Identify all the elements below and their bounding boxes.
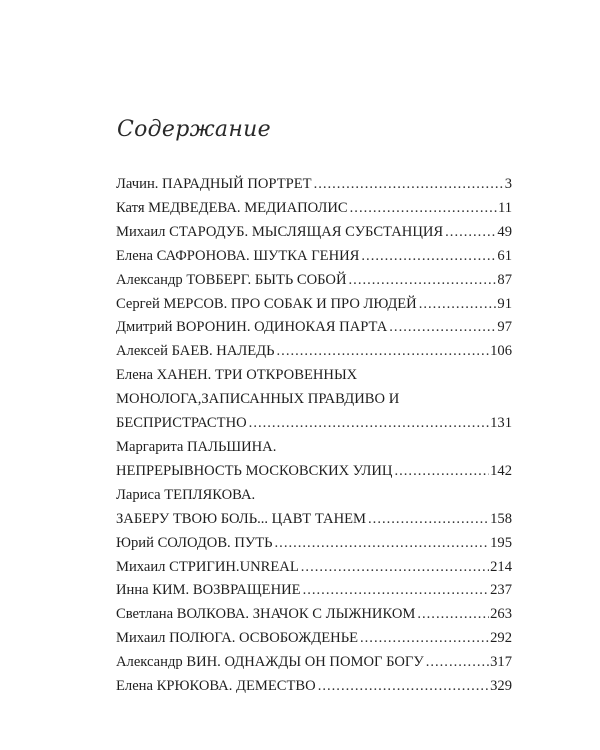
toc-entry-title: Алексей БАЕВ. НАЛЕДЬ — [116, 343, 275, 360]
dot-leader — [445, 221, 496, 245]
toc-entry-title: Елена САФРОНОВА. ШУТКА ГЕНИЯ — [116, 247, 360, 264]
toc-entry-page-number: 263 — [490, 606, 512, 623]
toc-entry-title: Александр ВИН. ОДНАЖДЫ ОН ПОМОГ БОГУ — [116, 654, 424, 671]
toc-entry-page-number: 292 — [490, 630, 512, 647]
toc-entry — [116, 245, 512, 269]
toc-entry — [116, 651, 512, 675]
toc-entry-title-line: Маргарита ПАЛЬШИНА. — [116, 438, 277, 455]
toc-entry-row — [116, 460, 512, 484]
toc-entry — [116, 316, 512, 340]
toc-entry-title: БЕСПРИСТРАСТНО — [116, 415, 247, 432]
toc-entry — [116, 579, 512, 603]
toc-entry-title: НЕПРЕРЫВНОСТЬ МОСКОВСКИХ УЛИЦ — [116, 462, 393, 479]
toc-entry-row — [116, 340, 512, 364]
toc-entry-row — [116, 269, 512, 293]
toc-entry-page-number: 97 — [497, 319, 512, 336]
toc-entry-title: Инна КИМ. ВОЗВРАЩЕНИЕ — [116, 582, 301, 599]
toc-entry — [116, 627, 512, 651]
toc-entry-title: Юрий СОЛОДОВ. ПУТЬ — [116, 534, 273, 551]
dot-leader — [361, 245, 496, 269]
toc-entry-page-number: 329 — [490, 678, 512, 695]
toc-entry-row — [116, 651, 512, 675]
toc-entry-page-number: 61 — [497, 247, 512, 264]
dot-leader — [249, 412, 489, 436]
toc-entry-page-number: 87 — [497, 271, 512, 288]
dot-leader — [275, 532, 490, 556]
toc-entry — [116, 484, 512, 532]
toc-entry — [116, 364, 512, 436]
dot-leader — [368, 508, 489, 532]
toc-entry — [116, 675, 512, 699]
dot-leader — [417, 603, 489, 627]
toc-entry-row — [116, 221, 512, 245]
toc-entry — [116, 197, 512, 221]
toc-entry-title: ЗАБЕРУ ТВОЮ БОЛЬ... ЦАВТ ТАНЕМ — [116, 510, 367, 527]
dot-leader — [394, 460, 489, 484]
toc-entry-page-number: 214 — [490, 558, 512, 575]
toc-entry-row — [116, 293, 512, 317]
toc-entry-page-number: 11 — [497, 199, 512, 216]
toc-entry-title: Катя МЕДВЕДЕВА. МЕДИАПОЛИС — [116, 199, 348, 216]
toc-entry — [116, 556, 512, 580]
toc-entry-page-number: 106 — [490, 343, 512, 360]
toc-entry-page-number: 237 — [490, 582, 512, 599]
toc-entry-title: Елена КРЮКОВА. ДЕМЕСТВО — [116, 678, 316, 695]
toc-entry — [116, 269, 512, 293]
toc-entry-page-number: 3 — [504, 176, 512, 192]
table-of-contents — [116, 173, 512, 699]
toc-entry-title-line: Лариса ТЕПЛЯКОВА. — [116, 486, 256, 503]
toc-entry-page-number: 49 — [497, 223, 512, 240]
toc-entry-page-number: 317 — [490, 654, 512, 671]
dot-leader — [350, 197, 497, 221]
toc-entry-title-line: МОНОЛОГА,ЗАПИСАННЫХ ПРАВДИВО И — [116, 391, 400, 408]
toc-entry-row — [116, 245, 512, 269]
dot-leader — [277, 340, 490, 364]
toc-entry-row — [116, 173, 512, 197]
dot-leader — [349, 269, 497, 293]
toc-entry-title: Сергей МЕРСОВ. ПРО СОБАК И ПРО ЛЮДЕЙ — [116, 295, 417, 312]
toc-entry-page-number: 158 — [490, 510, 512, 527]
toc-entry-row — [116, 197, 512, 221]
dot-leader — [314, 173, 504, 197]
toc-heading: Содержание — [117, 117, 271, 142]
dot-leader — [303, 579, 490, 603]
dot-leader — [426, 651, 489, 675]
toc-entry-title: Александр ТОВБЕРГ. БЫТЬ СОБОЙ — [116, 271, 347, 288]
toc-entry-page-number: 91 — [497, 295, 512, 312]
toc-entry — [116, 221, 512, 245]
toc-entry-row — [116, 316, 512, 340]
toc-entry — [116, 173, 512, 197]
dot-leader — [360, 627, 489, 651]
toc-entry — [116, 293, 512, 317]
toc-entry-row — [116, 532, 512, 556]
toc-entry-page-number: 195 — [490, 534, 512, 551]
toc-entry — [116, 340, 512, 364]
dot-leader — [419, 293, 497, 317]
toc-entry-title: Михаил СТАРОДУБ. МЫСЛЯЩАЯ СУБСТАНЦИЯ — [116, 223, 444, 240]
toc-entry-title: Михаил СТРИГИН.UNREAL — [116, 558, 299, 575]
dot-leader — [389, 316, 496, 340]
dot-leader — [301, 556, 489, 580]
toc-entry-row — [116, 508, 512, 532]
toc-entry-title-line: Елена ХАНЕН. ТРИ ОТКРОВЕННЫХ — [116, 367, 358, 384]
toc-entry — [116, 603, 512, 627]
toc-entry-title: Михаил ПОЛЮГА. ОСВОБОЖДЕНЬЕ — [116, 630, 358, 647]
toc-entry — [116, 436, 512, 484]
toc-entry-row — [116, 556, 512, 580]
toc-entry-row — [116, 603, 512, 627]
toc-entry-title: Светлана ВОЛКОВА. ЗНАЧОК С ЛЫЖНИКОМ — [116, 606, 416, 623]
toc-entry — [116, 532, 512, 556]
toc-entry-row — [116, 579, 512, 603]
toc-entry-row — [116, 412, 512, 436]
toc-entry-title: Дмитрий ВОРОНИН. ОДИНОКАЯ ПАРТА — [116, 319, 388, 336]
toc-entry-title: Лачин. ПАРАДНЫЙ ПОРТРЕТ — [116, 176, 312, 192]
dot-leader — [318, 675, 489, 699]
toc-entry-row — [116, 675, 512, 699]
toc-entry-page-number: 142 — [490, 462, 512, 479]
toc-entry-row — [116, 627, 512, 651]
toc-entry-page-number: 131 — [490, 415, 512, 432]
